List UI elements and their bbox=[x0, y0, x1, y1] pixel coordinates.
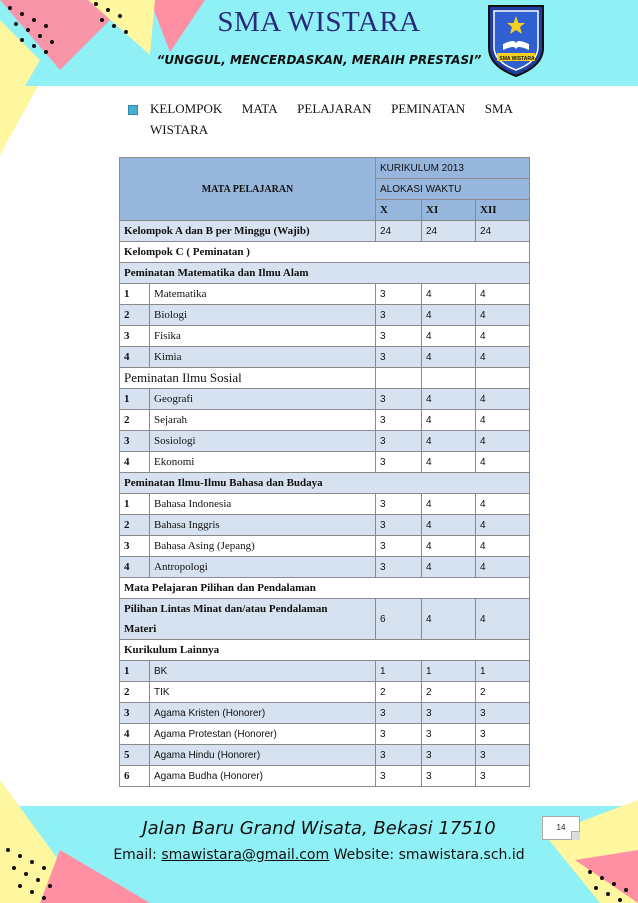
table-row bbox=[120, 431, 530, 452]
cell-value: 4 bbox=[422, 305, 476, 326]
cell-value: 4 bbox=[422, 431, 476, 452]
cell-value: 3 bbox=[376, 557, 422, 578]
cell-value: 3 bbox=[422, 703, 476, 724]
email-label: Email: bbox=[113, 847, 157, 863]
cell-value: 1 bbox=[476, 661, 530, 682]
school-motto: “UNGGUL, MENCERDASKAN, MERAIH PRESTASI” bbox=[156, 53, 482, 67]
subject-name: Fisika bbox=[150, 326, 376, 347]
cell-value: 3 bbox=[476, 766, 530, 787]
row-label: Kelompok A dan B per Minggu (Wajib) bbox=[120, 221, 376, 242]
website-label: Website: bbox=[333, 847, 395, 863]
cell-value: 3 bbox=[376, 452, 422, 473]
cell-value: 3 bbox=[376, 745, 422, 766]
cell-value: 4 bbox=[422, 536, 476, 557]
cell-value: 3 bbox=[376, 305, 422, 326]
cell-value: 4 bbox=[476, 599, 530, 640]
row-number: 3 bbox=[120, 431, 150, 452]
cell-value: 3 bbox=[476, 745, 530, 766]
cell-value: 4 bbox=[476, 410, 530, 431]
cell-value: 3 bbox=[422, 766, 476, 787]
table-row bbox=[120, 494, 530, 515]
cell-value: 3 bbox=[376, 347, 422, 368]
cell-value: 4 bbox=[422, 557, 476, 578]
cell-value: 3 bbox=[376, 724, 422, 745]
row-number: 5 bbox=[120, 745, 150, 766]
row-number: 1 bbox=[120, 284, 150, 305]
elective-label-line2: Materi bbox=[124, 623, 157, 635]
email-link[interactable]: smawistara@gmail.com bbox=[161, 847, 330, 863]
subject-name: Antropologi bbox=[150, 557, 376, 578]
cell-value: 4 bbox=[476, 536, 530, 557]
row-number: 2 bbox=[120, 682, 150, 703]
table-row bbox=[120, 452, 530, 473]
section-row bbox=[120, 473, 530, 494]
cell-value: 2 bbox=[476, 682, 530, 703]
cell-value: 24 bbox=[476, 221, 530, 242]
school-name: SMA WISTARA bbox=[217, 6, 421, 38]
table-row bbox=[120, 305, 530, 326]
contact-line bbox=[0, 847, 638, 863]
allocation-header: ALOKASI WAKTU bbox=[376, 179, 530, 200]
subject-name: Agama Kristen (Honorer) bbox=[150, 703, 376, 724]
cell-value: 4 bbox=[476, 494, 530, 515]
cell-value: 4 bbox=[422, 410, 476, 431]
section-label: Peminatan Matematika dan Ilmu Alam bbox=[120, 263, 530, 284]
row-number: 4 bbox=[120, 724, 150, 745]
cell-value: 4 bbox=[476, 389, 530, 410]
section-row bbox=[120, 368, 530, 389]
cell-value: 2 bbox=[376, 682, 422, 703]
table-row bbox=[120, 661, 530, 682]
table-row bbox=[120, 326, 530, 347]
subject-name: Sosiologi bbox=[150, 431, 376, 452]
table-row bbox=[120, 242, 530, 263]
row-number: 3 bbox=[120, 326, 150, 347]
table-row bbox=[120, 703, 530, 724]
row-number: 3 bbox=[120, 536, 150, 557]
subject-name: Bahasa Asing (Jepang) bbox=[150, 536, 376, 557]
group-label: Kelompok C ( Peminatan ) bbox=[120, 242, 530, 263]
section-label: Peminatan Ilmu Sosial bbox=[120, 368, 376, 389]
subject-name: Biologi bbox=[150, 305, 376, 326]
section-row bbox=[120, 263, 530, 284]
school-logo bbox=[485, 4, 547, 78]
cell-value: 24 bbox=[376, 221, 422, 242]
table-row bbox=[120, 599, 530, 640]
website-text: smawistara.sch.id bbox=[398, 847, 525, 863]
row-number: 1 bbox=[120, 661, 150, 682]
cell-value: 3 bbox=[376, 494, 422, 515]
section-label: Peminatan Ilmu-Ilmu Bahasa dan Budaya bbox=[120, 473, 530, 494]
subject-name: Geografi bbox=[150, 389, 376, 410]
subject-name: TIK bbox=[150, 682, 376, 703]
subject-name: Bahasa Inggris bbox=[150, 515, 376, 536]
cell-value: 3 bbox=[376, 515, 422, 536]
row-number: 4 bbox=[120, 452, 150, 473]
table-row bbox=[120, 766, 530, 787]
cell-value: 4 bbox=[476, 515, 530, 536]
cell-value: 3 bbox=[476, 724, 530, 745]
cell-value: 3 bbox=[422, 724, 476, 745]
cell-value: 4 bbox=[422, 452, 476, 473]
row-number: 1 bbox=[120, 389, 150, 410]
table-row bbox=[120, 221, 530, 242]
cell-value: 4 bbox=[422, 494, 476, 515]
curriculum-table bbox=[119, 157, 530, 787]
cell-value: 3 bbox=[422, 745, 476, 766]
cell-value: 3 bbox=[376, 284, 422, 305]
cell-value: 4 bbox=[476, 326, 530, 347]
cell-value: 4 bbox=[422, 389, 476, 410]
heading-word: SMA bbox=[484, 101, 513, 116]
cell-value: 4 bbox=[422, 284, 476, 305]
page-number: 14 bbox=[542, 816, 580, 840]
row-number: 2 bbox=[120, 515, 150, 536]
table-row bbox=[120, 557, 530, 578]
cell-value: 3 bbox=[376, 766, 422, 787]
row-number: 1 bbox=[120, 494, 150, 515]
cell-value: 4 bbox=[422, 515, 476, 536]
cell-value: 2 bbox=[422, 682, 476, 703]
table-row bbox=[120, 389, 530, 410]
table-row bbox=[120, 410, 530, 431]
subject-name: Bahasa Indonesia bbox=[150, 494, 376, 515]
subject-name: Kimia bbox=[150, 347, 376, 368]
section-label: Mata Pelajaran Pilihan dan Pendalaman bbox=[120, 578, 530, 599]
subject-name: Matematika bbox=[150, 284, 376, 305]
curriculum-header: KURIKULUM 2013 bbox=[376, 158, 530, 179]
table-row bbox=[120, 284, 530, 305]
cell-value: 4 bbox=[476, 431, 530, 452]
heading-word: MATA bbox=[241, 101, 278, 116]
heading-word: KELOMPOK bbox=[150, 101, 223, 116]
cell-value: 3 bbox=[476, 703, 530, 724]
row-number: 4 bbox=[120, 347, 150, 368]
cell-value: 6 bbox=[376, 599, 422, 640]
subject-name: Agama Protestan (Honorer) bbox=[150, 724, 376, 745]
elective-label bbox=[120, 599, 376, 640]
cell-value: 4 bbox=[476, 452, 530, 473]
cell-value: 4 bbox=[476, 557, 530, 578]
row-number: 2 bbox=[120, 410, 150, 431]
grade-header: XI bbox=[422, 200, 476, 221]
heading-word: PELAJARAN bbox=[297, 101, 372, 116]
cell-value: 24 bbox=[422, 221, 476, 242]
grade-header: XII bbox=[476, 200, 530, 221]
cell-value: 3 bbox=[376, 410, 422, 431]
table-row bbox=[120, 347, 530, 368]
cell-value: 3 bbox=[376, 389, 422, 410]
col-subject-header: MATA PELAJARAN bbox=[120, 158, 376, 221]
section-label: Kurikulum Lainnya bbox=[120, 640, 530, 661]
cell-value: 3 bbox=[376, 536, 422, 557]
cell-value: 1 bbox=[376, 661, 422, 682]
heading-line2: WISTARA bbox=[150, 122, 209, 137]
table-row bbox=[120, 724, 530, 745]
elective-label-line1: Pilihan Lintas Minat dan/atau Pendalaman bbox=[124, 603, 328, 615]
section-row bbox=[120, 578, 530, 599]
cell-value: 4 bbox=[422, 347, 476, 368]
row-number: 3 bbox=[120, 703, 150, 724]
cell-value: 4 bbox=[422, 599, 476, 640]
row-number: 6 bbox=[120, 766, 150, 787]
subject-name: Agama Budha (Honorer) bbox=[150, 766, 376, 787]
bullet-icon bbox=[128, 105, 138, 115]
logo-text: SMA WISTARA bbox=[499, 56, 535, 62]
cell-value: 3 bbox=[376, 431, 422, 452]
cell-value: 4 bbox=[476, 284, 530, 305]
cell-value: 4 bbox=[476, 305, 530, 326]
table-row bbox=[120, 682, 530, 703]
subject-name: Sejarah bbox=[150, 410, 376, 431]
subject-name: Agama Hindu (Honorer) bbox=[150, 745, 376, 766]
table-row bbox=[120, 536, 530, 557]
cell-value: 4 bbox=[476, 347, 530, 368]
cell-value: 3 bbox=[376, 326, 422, 347]
school-address: Jalan Baru Grand Wisata, Bekasi 17510 bbox=[142, 818, 496, 839]
cell-value: 3 bbox=[376, 703, 422, 724]
row-number: 2 bbox=[120, 305, 150, 326]
row-number: 4 bbox=[120, 557, 150, 578]
cell-value: 4 bbox=[422, 326, 476, 347]
table-row bbox=[120, 515, 530, 536]
heading-word: PEMINATAN bbox=[391, 101, 466, 116]
cell-value: 1 bbox=[422, 661, 476, 682]
subject-name: Ekonomi bbox=[150, 452, 376, 473]
grade-header: X bbox=[376, 200, 422, 221]
section-row bbox=[120, 640, 530, 661]
subject-name: BK bbox=[150, 661, 376, 682]
table-row bbox=[120, 745, 530, 766]
